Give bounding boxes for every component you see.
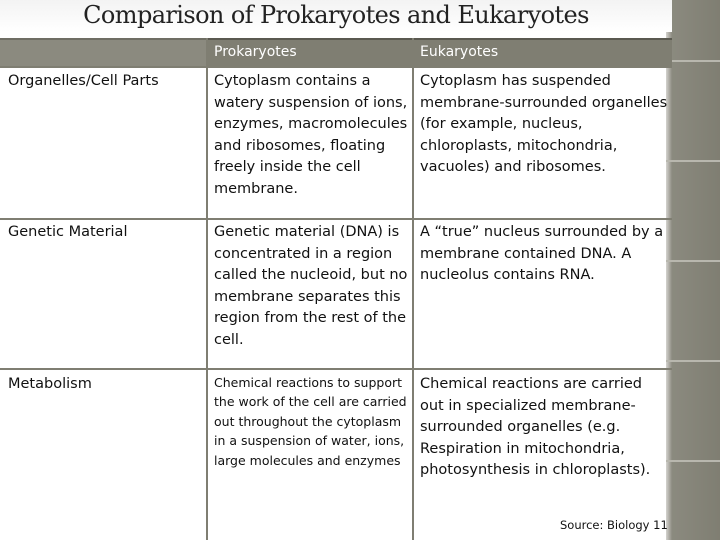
cell-prokaryotes-metabolism: Chemical reactions to support the work of the cell are carried out throughout the cytoplasm in a suspension of water, ions, large molecules and enzymes (214, 375, 407, 468)
header-prokaryotes: Prokaryotes (214, 44, 297, 60)
row-label-organelles: Organelles/Cell Parts (8, 73, 159, 89)
decorative-side-band (666, 0, 720, 540)
column-divider (206, 38, 208, 540)
row-label-metabolism: Metabolism (8, 376, 92, 392)
cell-eukaryotes-organelles: Cytoplasm has suspended membrane-surrounded organelles (for example, nucleus, chloroplasts, mitochondria, vacuoles) and ribosomes. (420, 73, 668, 176)
row-divider (0, 66, 672, 68)
row-divider (0, 368, 672, 370)
cell-eukaryotes-genetic: A “true” nucleus surrounded by a membrane contained DNA. A nucleolus contains RNA. (420, 224, 664, 284)
source-citation: Source: Biology 11 (560, 518, 668, 532)
comparison-table (0, 38, 672, 540)
row-divider (0, 218, 672, 220)
cell-prokaryotes-genetic: Genetic material (DNA) is concentrated in a region called the nucleoid, but no membrane separates this region from the rest of the cell. (214, 224, 408, 348)
slide-title: Comparison of Prokaryotes and Eukaryotes (0, 0, 672, 32)
row-label-genetic-material: Genetic Material (8, 224, 128, 240)
cell-prokaryotes-organelles: Cytoplasm contains a watery suspension of ions, enzymes, macromolecules and ribosomes, floating freely inside the cell membrane. (214, 73, 408, 197)
header-eukaryotes: Eukaryotes (420, 44, 499, 60)
column-divider (412, 38, 414, 540)
table-header-corner (0, 38, 207, 66)
cell-eukaryotes-metabolism: Chemical reactions are carried out in specialized membrane-surrounded organelles (e.g. Respiration in mitochondria, photosynthesis in chloroplasts). (420, 376, 651, 479)
